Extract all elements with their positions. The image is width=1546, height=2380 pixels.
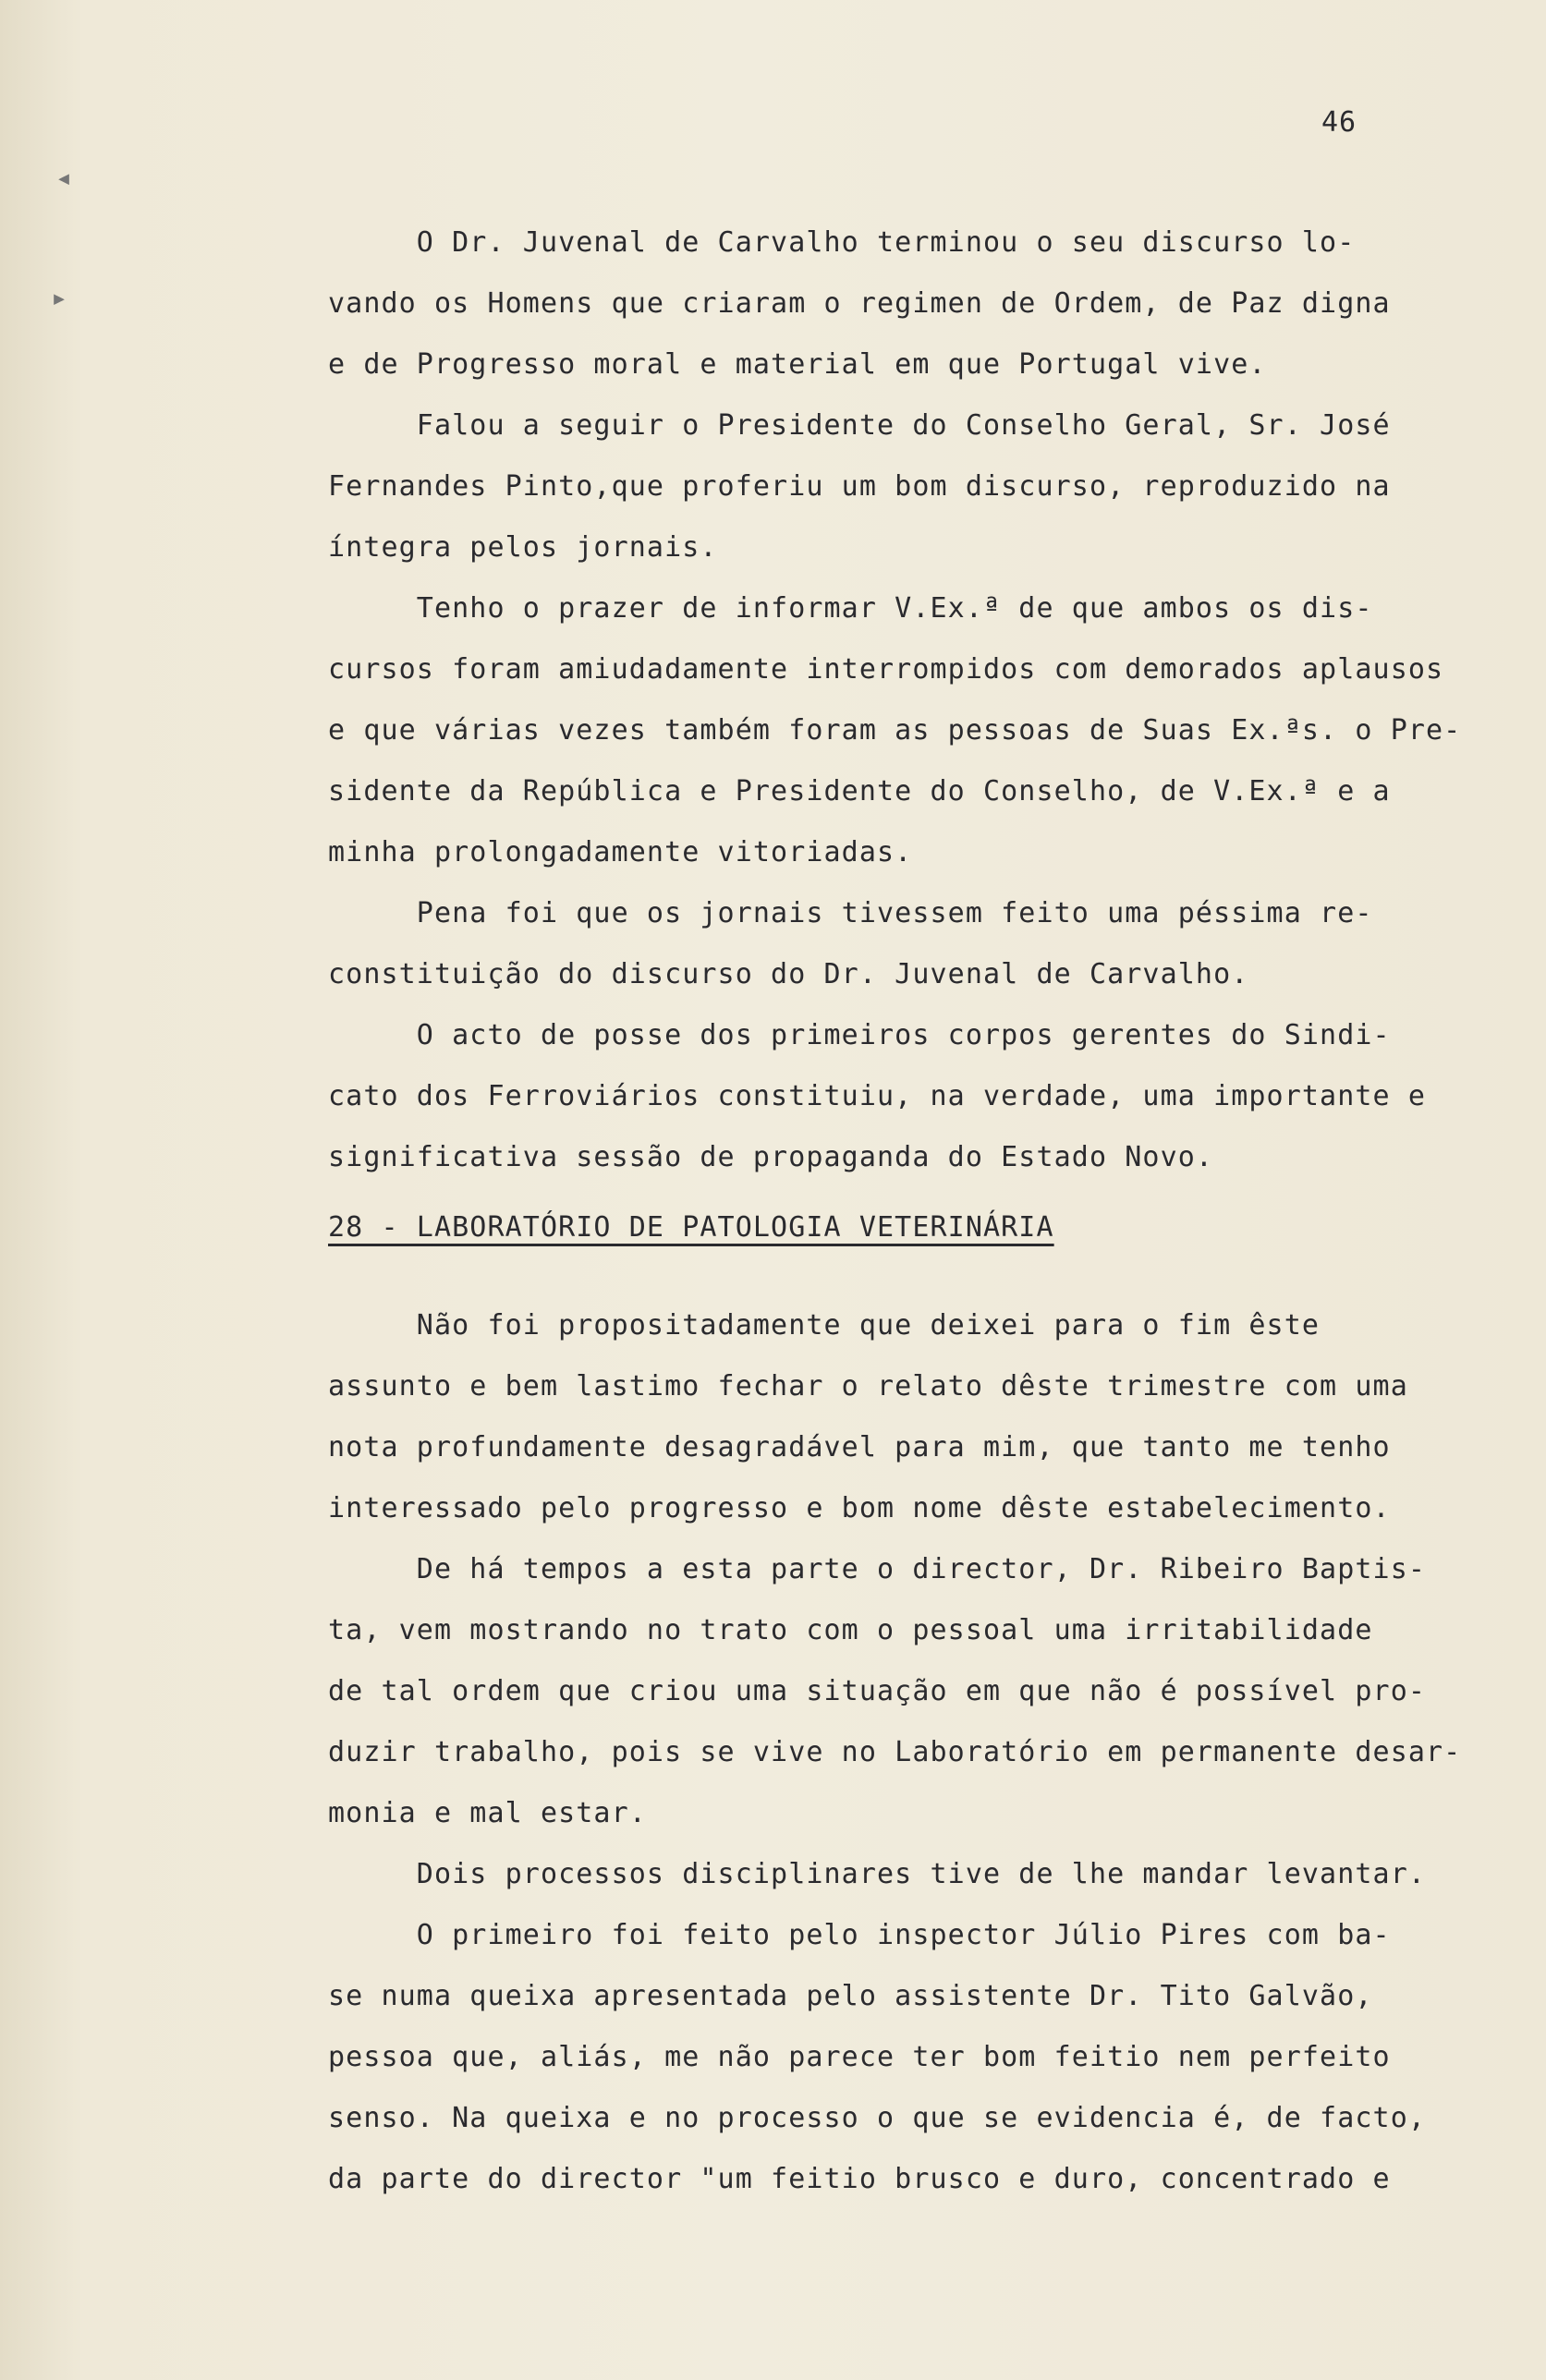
text-line: senso. Na queixa e no processo o que se evidencia é, de facto,	[328, 2102, 1427, 2134]
text-line: Falou a seguir o Presidente do Conselho Geral, Sr. José	[328, 409, 1391, 442]
text-line: sidente da República e Presidente do Conselho, de V.Ex.ª e a	[328, 775, 1391, 808]
page-number: 46	[1321, 106, 1357, 139]
text-line: e de Progresso moral e material em que Portugal vive.	[328, 348, 1267, 381]
text-line: Tenho o prazer de informar V.Ex.ª de que ambos os dis-	[328, 592, 1373, 625]
text-line: O acto de posse dos primeiros corpos gerentes do Sindi-	[328, 1019, 1391, 1051]
text-line: assunto e bem lastimo fechar o relato dêste trimestre com uma	[328, 1370, 1408, 1402]
text-line: constituição do discurso do Dr. Juvenal de Carvalho.	[328, 958, 1249, 990]
text-line: De há tempos a esta parte o director, Dr. Ribeiro Baptis-	[328, 1553, 1427, 1585]
text-line: cato dos Ferroviários constituiu, na verdade, uma importante e	[328, 1080, 1427, 1112]
text-line: significativa sessão de propaganda do Estado Novo.	[328, 1141, 1214, 1173]
text-line: de tal ordem que criou uma situação em que não é possível pro-	[328, 1675, 1427, 1707]
text-line: Fernandes Pinto,que proferiu um bom discurso, reproduzido na	[328, 470, 1391, 503]
text-line: Pena foi que os jornais tivessem feito uma péssima re-	[328, 897, 1373, 929]
document-body	[328, 212, 1529, 2210]
section-heading: 28 - LABORATÓRIO DE PATOLOGIA VETERINÁRIA	[328, 1211, 1054, 1244]
text-line: minha prolongadamente vitoriadas.	[328, 836, 913, 868]
text-line: O primeiro foi feito pelo inspector Júlio Pires com ba-	[328, 1919, 1391, 1951]
text-line: ta, vem mostrando no trato com o pessoal uma irritabilidade	[328, 1614, 1373, 1646]
text-line: íntegra pelos jornais.	[328, 531, 718, 564]
text-line: Não foi propositadamente que deixei para o fim êste	[328, 1309, 1321, 1342]
text-line: Dois processos disciplinares tive de lhe mandar levantar.	[328, 1858, 1427, 1890]
text-line: pessoa que, aliás, me não parece ter bom feitio nem perfeito	[328, 2041, 1391, 2073]
text-line: nota profundamente desagradável para mim, que tanto me tenho	[328, 1431, 1391, 1463]
text-line: O Dr. Juvenal de Carvalho terminou o seu discurso lo-	[328, 226, 1356, 259]
punch-mark-icon: ◂	[55, 162, 73, 194]
text-line: vando os Homens que criaram o regimen de Ordem, de Paz digna	[328, 287, 1391, 320]
text-line: monia e mal estar.	[328, 1797, 647, 1829]
text-line: duzir trabalho, pois se vive no Laboratório em permanente desar-	[328, 1736, 1462, 1768]
text-line: da parte do director "um feitio brusco e duro, concentrado e	[328, 2163, 1391, 2195]
text-line: se numa queixa apresentada pelo assistente Dr. Tito Galvão,	[328, 1980, 1373, 2012]
text-line: cursos foram amiudadamente interrompidos com demorados aplausos	[328, 653, 1444, 686]
text-line: interessado pelo progresso e bom nome dêste estabelecimento.	[328, 1492, 1391, 1524]
punch-mark-icon: ▸	[51, 282, 68, 314]
text-line: e que várias vezes também foram as pessoas de Suas Ex.ªs. o Pre-	[328, 714, 1462, 747]
